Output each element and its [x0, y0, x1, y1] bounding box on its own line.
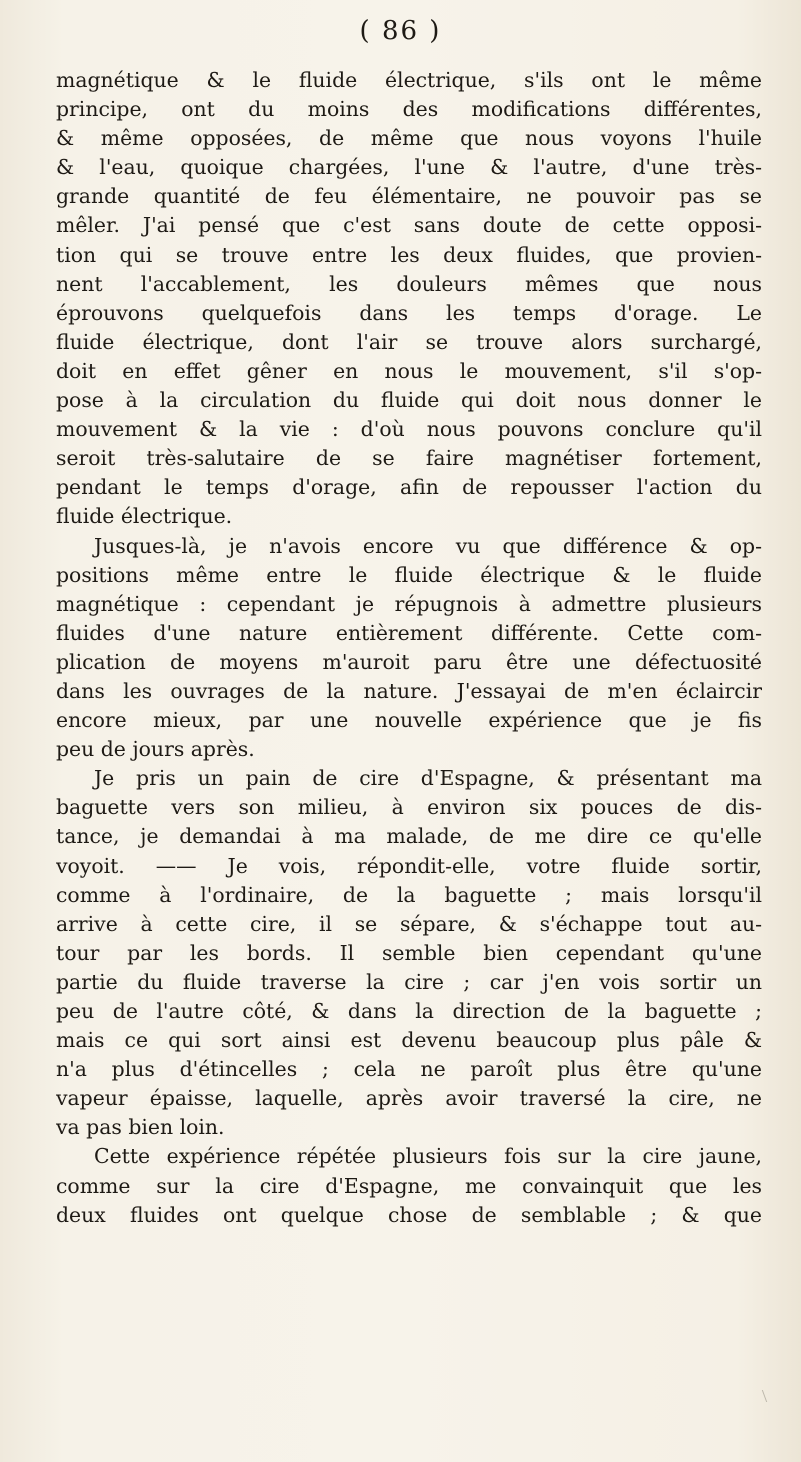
text-line: pose à la circulation du fluide qui doit nous donner le [56, 388, 762, 413]
page-number: ( 86 ) [359, 16, 442, 46]
text-line: mouvement & la vie : d'où nous pouvons conclure qu'il [56, 417, 762, 442]
text-line: baguette vers son milieu, à environ six pouces de dis- [56, 795, 762, 820]
text-line: va pas bien loin. [56, 1115, 225, 1140]
text-line: Jusques-là, je n'avois encore vu que différence & op- [94, 533, 762, 558]
text-line: principe, ont du moins des modifications différentes, [56, 97, 762, 122]
text-line: partie du fluide traverse la cire ; car j'en vois sortir un [56, 969, 762, 994]
text-line: tance, je demandai à ma malade, de me dire ce qu'elle [56, 824, 762, 849]
text-line: magnétique : cependant je répugnois à admettre plusieurs [56, 591, 762, 616]
text-line: mais ce qui sort ainsi est devenu beaucoup plus pâle & [56, 1028, 762, 1053]
text-line: encore mieux, par une nouvelle expérience que je fis [56, 708, 762, 733]
text-line: Je pris un pain de cire d'Espagne, & présentant ma [94, 766, 762, 791]
text-line: peu de jours après. [56, 737, 255, 762]
text-line: fluides d'une nature entièrement différente. Cette com- [56, 620, 762, 645]
text-line: tion qui se trouve entre les deux fluides, que provien- [56, 242, 762, 267]
text-line: positions même entre le fluide électrique & le fluide [56, 562, 762, 587]
text-line: comme sur la cire d'Espagne, me convainquit que les [56, 1173, 762, 1198]
text-line: éprouvons quelquefois dans les temps d'orage. Le [56, 300, 762, 325]
text-line: & l'eau, quoique chargées, l'une & l'autre, d'une très- [56, 155, 762, 180]
text-line: vapeur épaisse, laquelle, après avoir traversé la cire, ne [56, 1086, 762, 1111]
text-line: & même opposées, de même que nous voyons l'huile [56, 126, 762, 151]
text-line: tour par les bords. Il semble bien cependant qu'une [56, 940, 762, 965]
text-line: voyoit. —— Je vois, répondit-elle, votre fluide sortir, [56, 853, 762, 878]
text-line: fluide électrique, dont l'air se trouve alors surchargé, [56, 329, 762, 354]
text-line: Cette expérience répétée plusieurs fois sur la cire jaune, [94, 1144, 762, 1169]
text-line: nent l'accablement, les douleurs mêmes que nous [56, 271, 762, 296]
text-line: doit en effet gêner en nous le mouvement, s'il s'op- [56, 358, 762, 383]
text-line: mêler. J'ai pensé que c'est sans doute de cette opposi- [56, 213, 762, 238]
text-line: arrive à cette cire, il se sépare, & s'échappe tout au- [56, 911, 762, 936]
text-line: plication de moyens m'auroit paru être une défectuosité [56, 649, 762, 674]
text-line: peu de l'autre côté, & dans la direction de la baguette ; [56, 999, 762, 1023]
body-text [56, 66, 762, 1230]
text-line: dans les ouvrages de la nature. J'essayai de m'en éclaircir [56, 678, 762, 703]
text-line: fluide électrique. [56, 504, 233, 529]
text-line: grande quantité de feu élémentaire, ne pouvoir pas se [56, 184, 762, 209]
text-line: deux fluides ont quelque chose de semblable ; & que [56, 1202, 762, 1227]
text-line: seroit très-salutaire de se faire magnétiser fortement, [56, 446, 762, 471]
text-line: magnétique & le fluide électrique, s'ils ont le même [56, 68, 762, 92]
margin-mark [752, 1390, 767, 1402]
text-line: comme à l'ordinaire, de la baguette ; mais lorsqu'il [56, 882, 762, 907]
text-line: pendant le temps d'orage, afin de repousser l'action du [56, 475, 762, 500]
text-line: n'a plus d'étincelles ; cela ne paroît plus être qu'une [56, 1057, 762, 1082]
